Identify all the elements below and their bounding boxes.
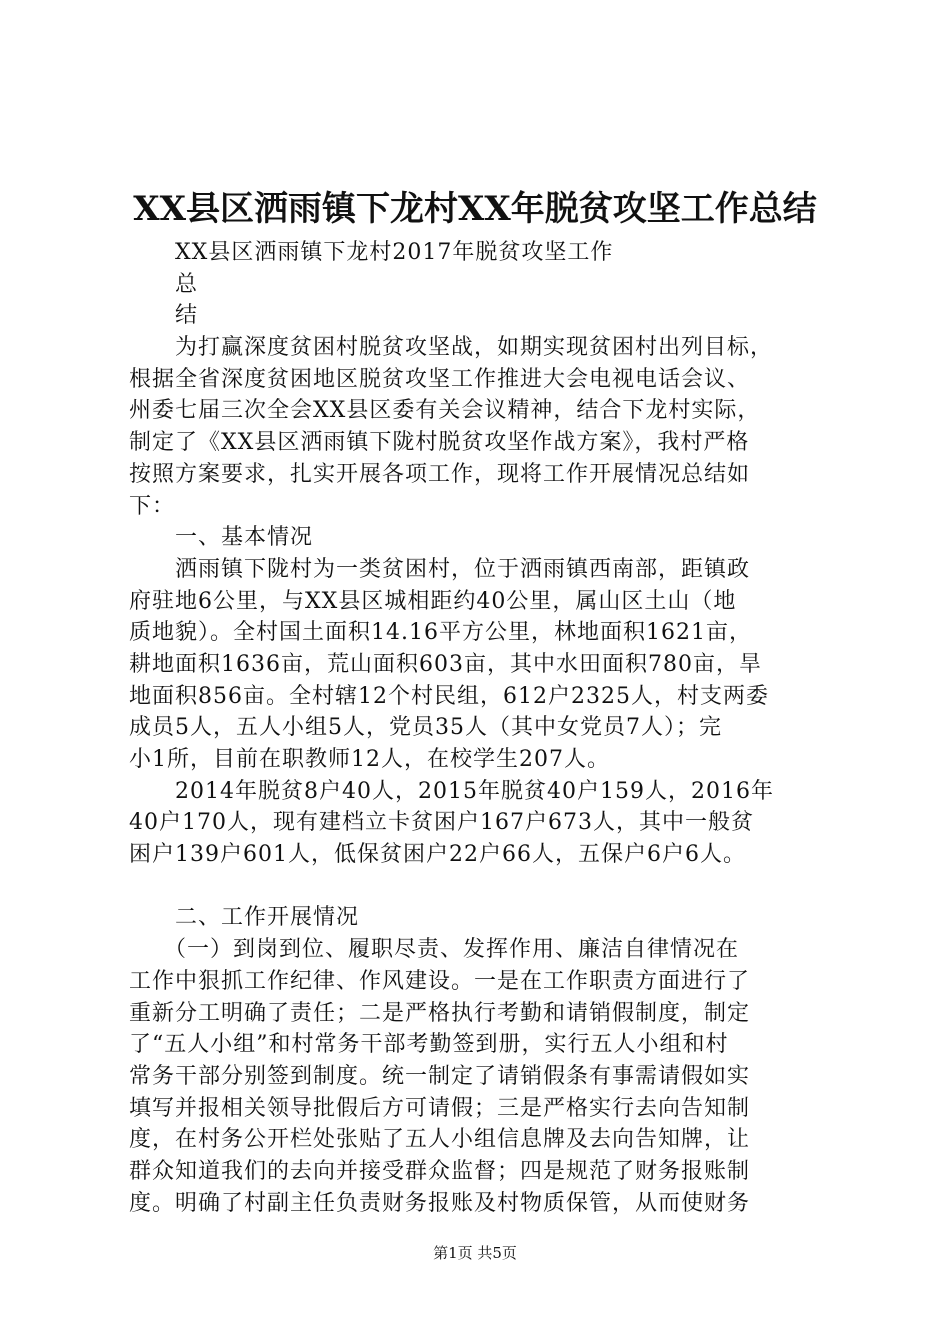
body-line: 制定了《XX县区洒雨镇下陇村脱贫攻坚作战方案》，我村严格 <box>129 430 750 456</box>
body-line: 40户170人，现有建档立卡贫困户167户673人，其中一般贫 <box>129 810 754 836</box>
page-footer: 第1页 共5页 <box>433 1244 517 1262</box>
body-line: 为打赢深度贫困村脱贫攻坚战，如期实现贫困村出列目标， <box>129 335 774 361</box>
body-line: 2014年脱贫8户40人，2015年脱贫40户159人，2016年 <box>129 778 774 804</box>
body-line: 度，在村务公开栏处张贴了五人小组信息牌及去向告知牌，让 <box>129 1127 751 1153</box>
body-line: 总 <box>129 271 199 297</box>
body-line: 府驻地6公里，与XX县区城相距约40公里，属山区土山（地 <box>129 588 737 614</box>
body-line: 二、工作开展情况 <box>129 905 360 931</box>
body-line: 重新分工明确了责任；二是严格执行考勤和请销假制度，制定 <box>129 1000 751 1026</box>
body-line: 小1所，目前在职教师12人，在校学生207人。 <box>129 747 610 772</box>
blank-line <box>129 871 829 903</box>
body-line: XX县区洒雨镇下龙村2017年脱贫攻坚工作 <box>129 240 614 265</box>
document-body <box>129 237 829 1219</box>
body-line: 常务干部分别签到制度。统一制定了请销假条有事需请假如实 <box>129 1063 751 1089</box>
body-line: 结 <box>129 303 199 329</box>
body-line: 根据全省深度贫困地区脱贫攻坚工作推进大会电视电话会议、 <box>129 366 751 392</box>
body-line: 下： <box>129 493 176 519</box>
body-line: 质地貌）。全村国土面积14.16平方公里，林地面积1621亩， <box>129 620 752 646</box>
body-line: 耕地面积1636亩，荒山面积603亩，其中水田面积780亩，旱 <box>129 651 762 677</box>
body-line: （一）到岗到位、履职尽责、发挥作用、廉洁自律情况在 <box>129 937 740 963</box>
body-line: 洒雨镇下陇村为一类贫困村，位于洒雨镇西南部，距镇政 <box>129 556 751 582</box>
body-line: 工作中狠抓工作纪律、作风建设。一是在工作职责方面进行了 <box>129 968 751 994</box>
body-line: 困户139户601人，低保贫困户22户66人，五保户6户6人。 <box>129 842 746 868</box>
body-line: 地面积856亩。全村辖12个村民组，612户2325人，村支两委 <box>129 683 769 709</box>
body-line: 州委七届三次全会XX县区委有关会议精神，结合下龙村实际， <box>129 398 761 424</box>
body-line: 群众知道我们的去向并接受群众监督；四是规范了财务报账制 <box>129 1158 751 1184</box>
body-line: 度。明确了村副主任负责财务报账及村物质保管，从而使财务 <box>129 1190 751 1216</box>
body-line: 了“五人小组”和村常务干部考勤签到册，实行五人小组和村 <box>129 1032 729 1058</box>
body-line: 按照方案要求，扎实开展各项工作，现将工作开展情况总结如 <box>129 461 751 487</box>
body-line: 填写并报相关领导批假后方可请假；三是严格实行去向告知制 <box>129 1095 751 1121</box>
body-line: 成员5人，五人小组5人，党员35人（其中女党员7人）；完 <box>129 715 722 741</box>
document-title: XX县区洒雨镇下龙村XX年脱贫攻坚工作总结 <box>133 189 817 229</box>
body-line: 一、基本情况 <box>129 525 314 551</box>
